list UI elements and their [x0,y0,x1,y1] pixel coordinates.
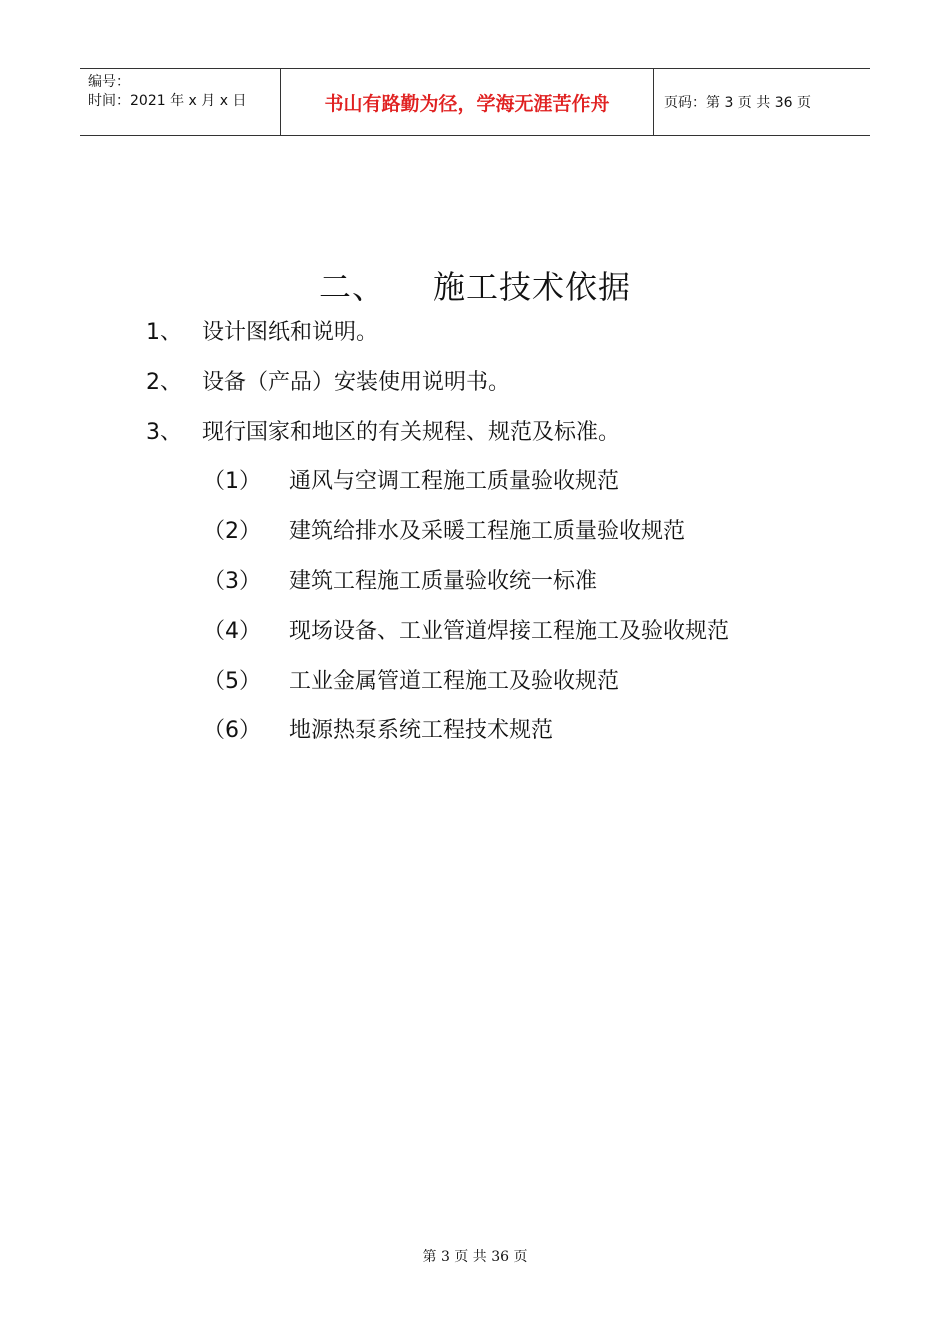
list-item-number: 2、 [146,370,182,395]
sub-item-number: （3） [203,569,261,594]
sub-item-text: 现场设备、工业管道焊接工程施工及验收规范 [289,619,730,644]
sub-item-number: （1） [203,469,261,494]
sub-list-item [203,517,685,547]
sub-list-item [203,716,553,746]
section-title: 施工技术依据 [433,268,632,306]
list-item-text: 现行国家和地区的有关规程、规范及标准。 [202,420,621,445]
document-number-label: 编号： [88,74,130,90]
list-item-text: 设计图纸和说明。 [202,320,379,345]
sub-list-item [203,667,619,697]
sub-item-number: （6） [203,718,261,743]
section-heading [0,262,950,308]
page-header [80,68,870,136]
sub-item-number: （2） [203,519,261,544]
sub-item-text: 工业金属管道工程施工及验收规范 [289,669,620,694]
sub-list-item [203,617,729,647]
sub-list-item [203,567,597,597]
header-meta [80,69,281,135]
list-item-text: 设备（产品）安装使用说明书。 [202,370,511,395]
sub-list-item [203,467,619,497]
section-number: 二、 [318,268,385,306]
sub-item-text: 建筑工程施工质量验收统一标准 [289,569,598,594]
sub-item-text: 通风与空调工程施工质量验收规范 [289,469,620,494]
list-item-number: 1、 [146,320,182,345]
sub-item-number: （5） [203,669,261,694]
sub-item-text: 建筑给排水及采暖工程施工质量验收规范 [289,519,686,544]
document-time-label: 时间：2021 年 x 月 x 日 [88,93,247,109]
list-item [146,368,510,398]
sub-item-text: 地源热泵系统工程技术规范 [289,718,554,743]
list-item-number: 3、 [146,420,182,445]
header-motto: 书山有路勤为径，学海无涯苦作舟 [281,69,654,135]
sub-item-number: （4） [203,619,261,644]
header-page-info: 页码：第 3 页 共 36 页 [664,95,811,111]
list-item [146,318,378,348]
list-item [146,418,620,448]
page-footer: 第 3 页 共 36 页 [422,1249,528,1265]
